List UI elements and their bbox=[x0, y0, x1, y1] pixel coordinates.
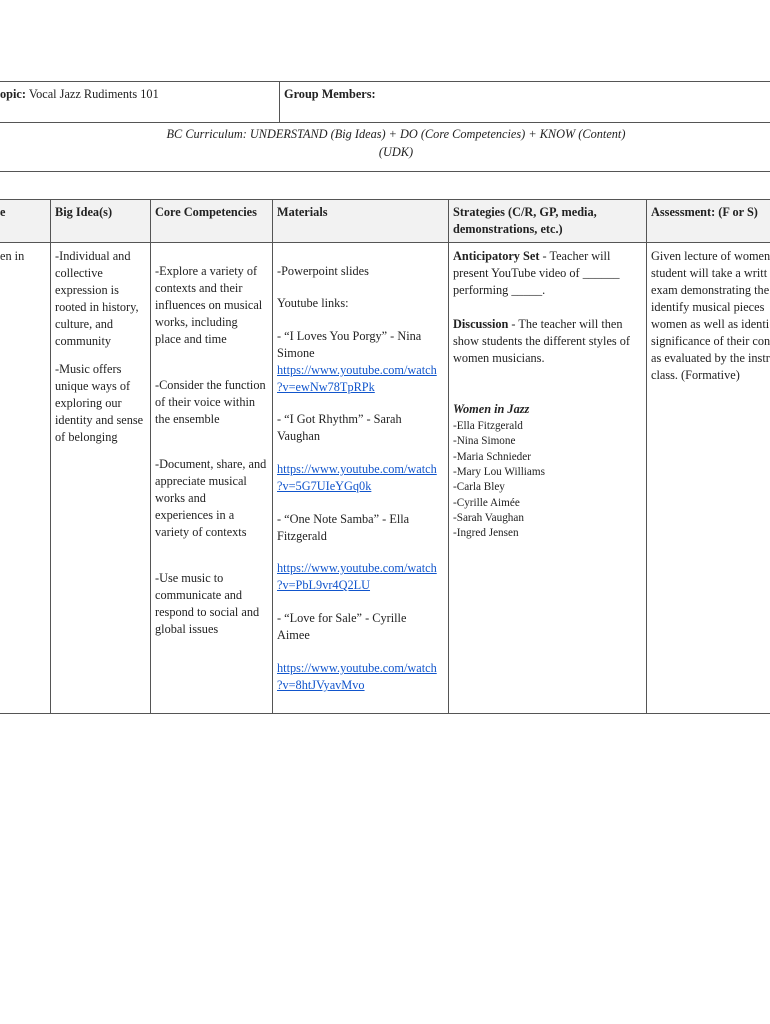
column-divider bbox=[448, 199, 449, 714]
column-divider bbox=[272, 199, 273, 714]
big-idea-line: identity and sense bbox=[55, 413, 144, 427]
big-idea-line: community bbox=[55, 334, 112, 348]
table-border bbox=[0, 171, 770, 172]
header-strategies-line-2: demonstrations, etc.) bbox=[453, 222, 563, 236]
song-artist: Fitzgerald bbox=[277, 529, 327, 543]
anticipatory-set-text: - Teacher will bbox=[539, 249, 611, 263]
curriculum-line-1: BC Curriculum: UNDERSTAND (Big Ideas) + DO (Core Competencies) + KNOW (Content) bbox=[166, 127, 626, 141]
discussion-line-2: show students the different styles of bbox=[453, 334, 631, 348]
big-idea-line: expression is bbox=[55, 283, 119, 297]
curriculum-line-2: (UDK) bbox=[378, 145, 414, 159]
core-competency-line: variety of contexts bbox=[155, 525, 247, 539]
assessment-line: significance of their con bbox=[651, 334, 770, 348]
big-idea-line: -Music offers bbox=[55, 362, 122, 376]
topic-value: Vocal Jazz Rudiments 101 bbox=[28, 87, 159, 101]
women-list-item: -Sarah Vaughan bbox=[453, 512, 524, 524]
table-border bbox=[0, 199, 770, 200]
song-link[interactable]: https://www.youtube.com/watch bbox=[277, 363, 437, 377]
song-link[interactable]: https://www.youtube.com/watch bbox=[277, 661, 437, 675]
discussion-label: Discussion bbox=[453, 317, 509, 331]
header-assessment: Assessment: (F or S) bbox=[651, 205, 758, 219]
core-competency-line: influences on musical bbox=[155, 298, 263, 312]
big-idea-line: exploring our bbox=[55, 396, 122, 410]
women-list-item: -Cyrille Aimée bbox=[453, 497, 520, 509]
group-members-label: Group Members: bbox=[284, 87, 376, 101]
assessment-cell bbox=[651, 248, 770, 388]
women-list-item: -Nina Simone bbox=[453, 435, 516, 447]
women-list-item: -Ingred Jensen bbox=[453, 527, 519, 539]
women-in-jazz-title: Women in Jazz bbox=[453, 402, 530, 416]
core-competency-line: global issues bbox=[155, 622, 219, 636]
anticipatory-set-line-2: present YouTube video of ______ bbox=[453, 266, 620, 280]
song-link[interactable]: https://www.youtube.com/watch bbox=[277, 462, 437, 476]
song-artist: Vaughan bbox=[277, 429, 321, 443]
core-competency-line: experiences in a bbox=[155, 508, 235, 522]
core-competency-line: of their voice within bbox=[155, 395, 256, 409]
anticipatory-set-line-3: performing _____. bbox=[453, 283, 546, 297]
materials-slides: -Powerpoint slides bbox=[277, 264, 369, 278]
song-link[interactable]: ?v=8htJVyavMvo bbox=[277, 678, 365, 692]
core-competency-line: works, including bbox=[155, 315, 238, 329]
core-competency-line: respond to social and bbox=[155, 605, 260, 619]
core-competency-line: -Document, share, and bbox=[155, 457, 267, 471]
assessment-line: student will take a writt bbox=[651, 266, 768, 280]
header-core-competencies: Core Competencies bbox=[155, 205, 257, 219]
header-col0: e bbox=[0, 205, 6, 219]
discussion-text: - The teacher will then bbox=[508, 317, 623, 331]
core-competency-line: -Consider the function bbox=[155, 378, 266, 392]
header-big-ideas: Big Idea(s) bbox=[55, 205, 113, 219]
core-competency-line: appreciate musical bbox=[155, 474, 247, 488]
big-idea-line: collective bbox=[55, 266, 103, 280]
women-list-item: -Maria Schnieder bbox=[453, 451, 531, 463]
column-divider bbox=[646, 199, 647, 714]
assessment-line: identify musical pieces bbox=[651, 300, 765, 314]
assessment-line: class. (Formative) bbox=[651, 368, 740, 382]
discussion-line-1 bbox=[453, 316, 623, 333]
table-border bbox=[0, 122, 770, 123]
core-competency-line: works and bbox=[155, 491, 206, 505]
topic-cell bbox=[0, 86, 159, 103]
anticipatory-set-line-1 bbox=[453, 248, 610, 265]
women-list-item: -Ella Fitzgerald bbox=[453, 420, 523, 432]
song-link[interactable]: ?v=5G7UIeYGq0k bbox=[277, 479, 372, 493]
song-link[interactable]: https://www.youtube.com/watch bbox=[277, 561, 437, 575]
song-link[interactable]: ?v=ewNw78TpRPk bbox=[277, 380, 375, 394]
header-materials: Materials bbox=[277, 205, 328, 219]
song-artist: Aimee bbox=[277, 628, 310, 642]
core-competency-line: communicate and bbox=[155, 588, 243, 602]
big-idea-line: unique ways of bbox=[55, 379, 131, 393]
assessment-line: women as well as identi bbox=[651, 317, 770, 331]
women-list-item: -Mary Lou Williams bbox=[453, 466, 545, 478]
discussion-line-3: women musicians. bbox=[453, 351, 545, 365]
table-border-bottom bbox=[0, 713, 770, 714]
table-border-top bbox=[0, 81, 770, 82]
core-competency-line: the ensemble bbox=[155, 412, 220, 426]
table-border bbox=[0, 242, 770, 243]
assessment-line: as evaluated by the instr bbox=[651, 351, 770, 365]
table-divider bbox=[279, 81, 280, 122]
assessment-line: Given lecture of women bbox=[651, 249, 770, 263]
song-title: - “One Note Samba” - Ella bbox=[277, 512, 410, 526]
song-title: - “I Loves You Porgy” - Nina bbox=[277, 329, 422, 343]
core-competency-line: place and time bbox=[155, 332, 227, 346]
big-idea-line: -Individual and bbox=[55, 249, 131, 263]
big-idea-line: culture, and bbox=[55, 317, 114, 331]
header-strategies-line-1: Strategies (C/R, GP, media, bbox=[453, 205, 597, 219]
women-list-item: -Carla Bley bbox=[453, 481, 505, 493]
topic-label: opic: bbox=[0, 87, 26, 101]
core-competency-line: -Use music to bbox=[155, 571, 224, 585]
core-competency-line: contexts and their bbox=[155, 281, 243, 295]
column-divider bbox=[50, 199, 51, 714]
song-artist: Simone bbox=[277, 346, 315, 360]
column-divider bbox=[150, 199, 151, 714]
big-idea-line: of belonging bbox=[55, 430, 118, 444]
materials-youtube-label: Youtube links: bbox=[277, 296, 349, 310]
core-competency-line: -Explore a variety of bbox=[155, 264, 258, 278]
song-title: - “Love for Sale” - Cyrille bbox=[277, 611, 407, 625]
col0-text: en in bbox=[0, 249, 25, 263]
song-title: - “I Got Rhythm” - Sarah bbox=[277, 412, 402, 426]
assessment-line: exam demonstrating the bbox=[651, 283, 770, 297]
anticipatory-set-label: Anticipatory Set bbox=[453, 249, 540, 263]
song-link[interactable]: ?v=PbL9vr4Q2LU bbox=[277, 578, 371, 592]
big-idea-line: rooted in history, bbox=[55, 300, 139, 314]
